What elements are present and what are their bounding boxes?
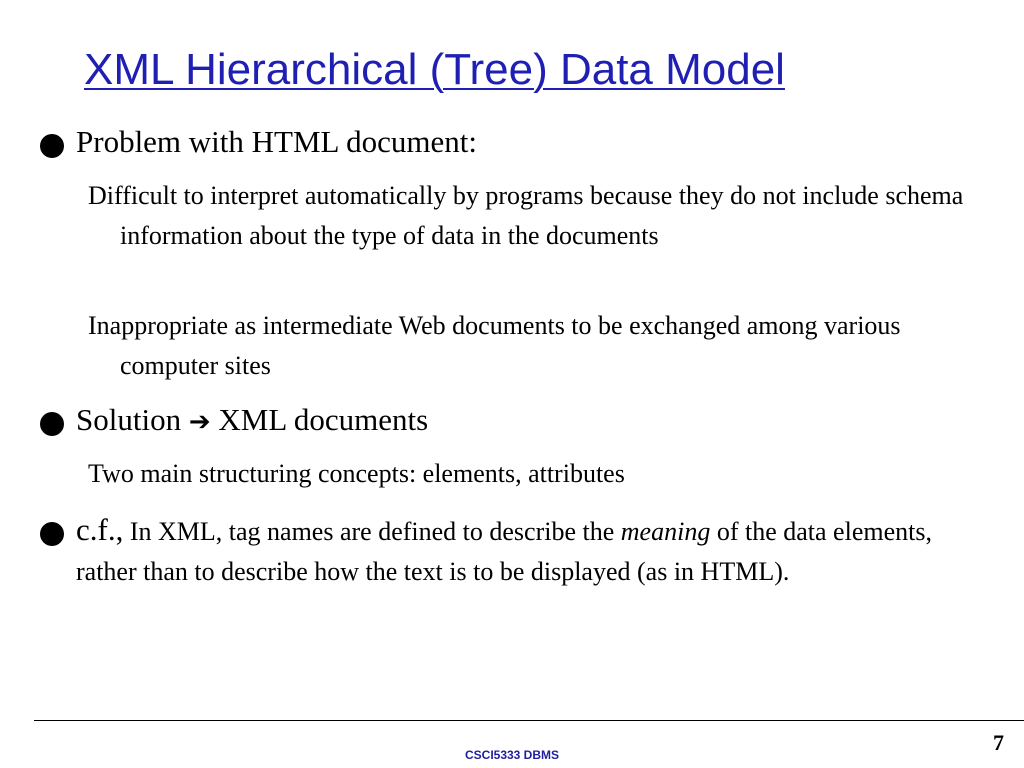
footer-divider [34, 720, 1024, 721]
bullet-text: Problem with HTML document: [76, 124, 477, 159]
bullet-dot-icon [40, 522, 64, 546]
cf-paragraph [76, 510, 936, 592]
sub-bullet-inappropriate: Inappropriate as intermediate Web documents to be exchanged among various computer sites [88, 311, 901, 380]
right-arrow-icon: ➔ [188, 407, 211, 437]
bullet-dot-icon [40, 134, 64, 158]
slide-title: XML Hierarchical (Tree) Data Model [84, 45, 785, 94]
page-number: 7 [993, 730, 1004, 755]
footer-course: CSCI5333 DBMS [464, 748, 560, 762]
cf-text-before: In XML, tag names are defined to describe the [129, 517, 615, 546]
bullet-cf [40, 510, 80, 550]
solution-target: XML documents [218, 402, 429, 437]
sub-bullet-structuring: Two main structuring concepts: elements, attributes [88, 459, 625, 488]
cf-emphasis: meaning [620, 517, 711, 546]
bullet-dot-icon [40, 412, 64, 436]
bullet-text [76, 400, 428, 442]
solution-label: Solution [76, 402, 182, 437]
cf-prefix: c.f., [76, 512, 124, 547]
sub-bullet-difficult: Difficult to interpret automatically by programs because they do not include schema information about the type of data in the documents [88, 181, 964, 250]
cf-text-after: of the data elements, rather than to describe how the text is to be displayed (as in HTML). [76, 517, 932, 586]
